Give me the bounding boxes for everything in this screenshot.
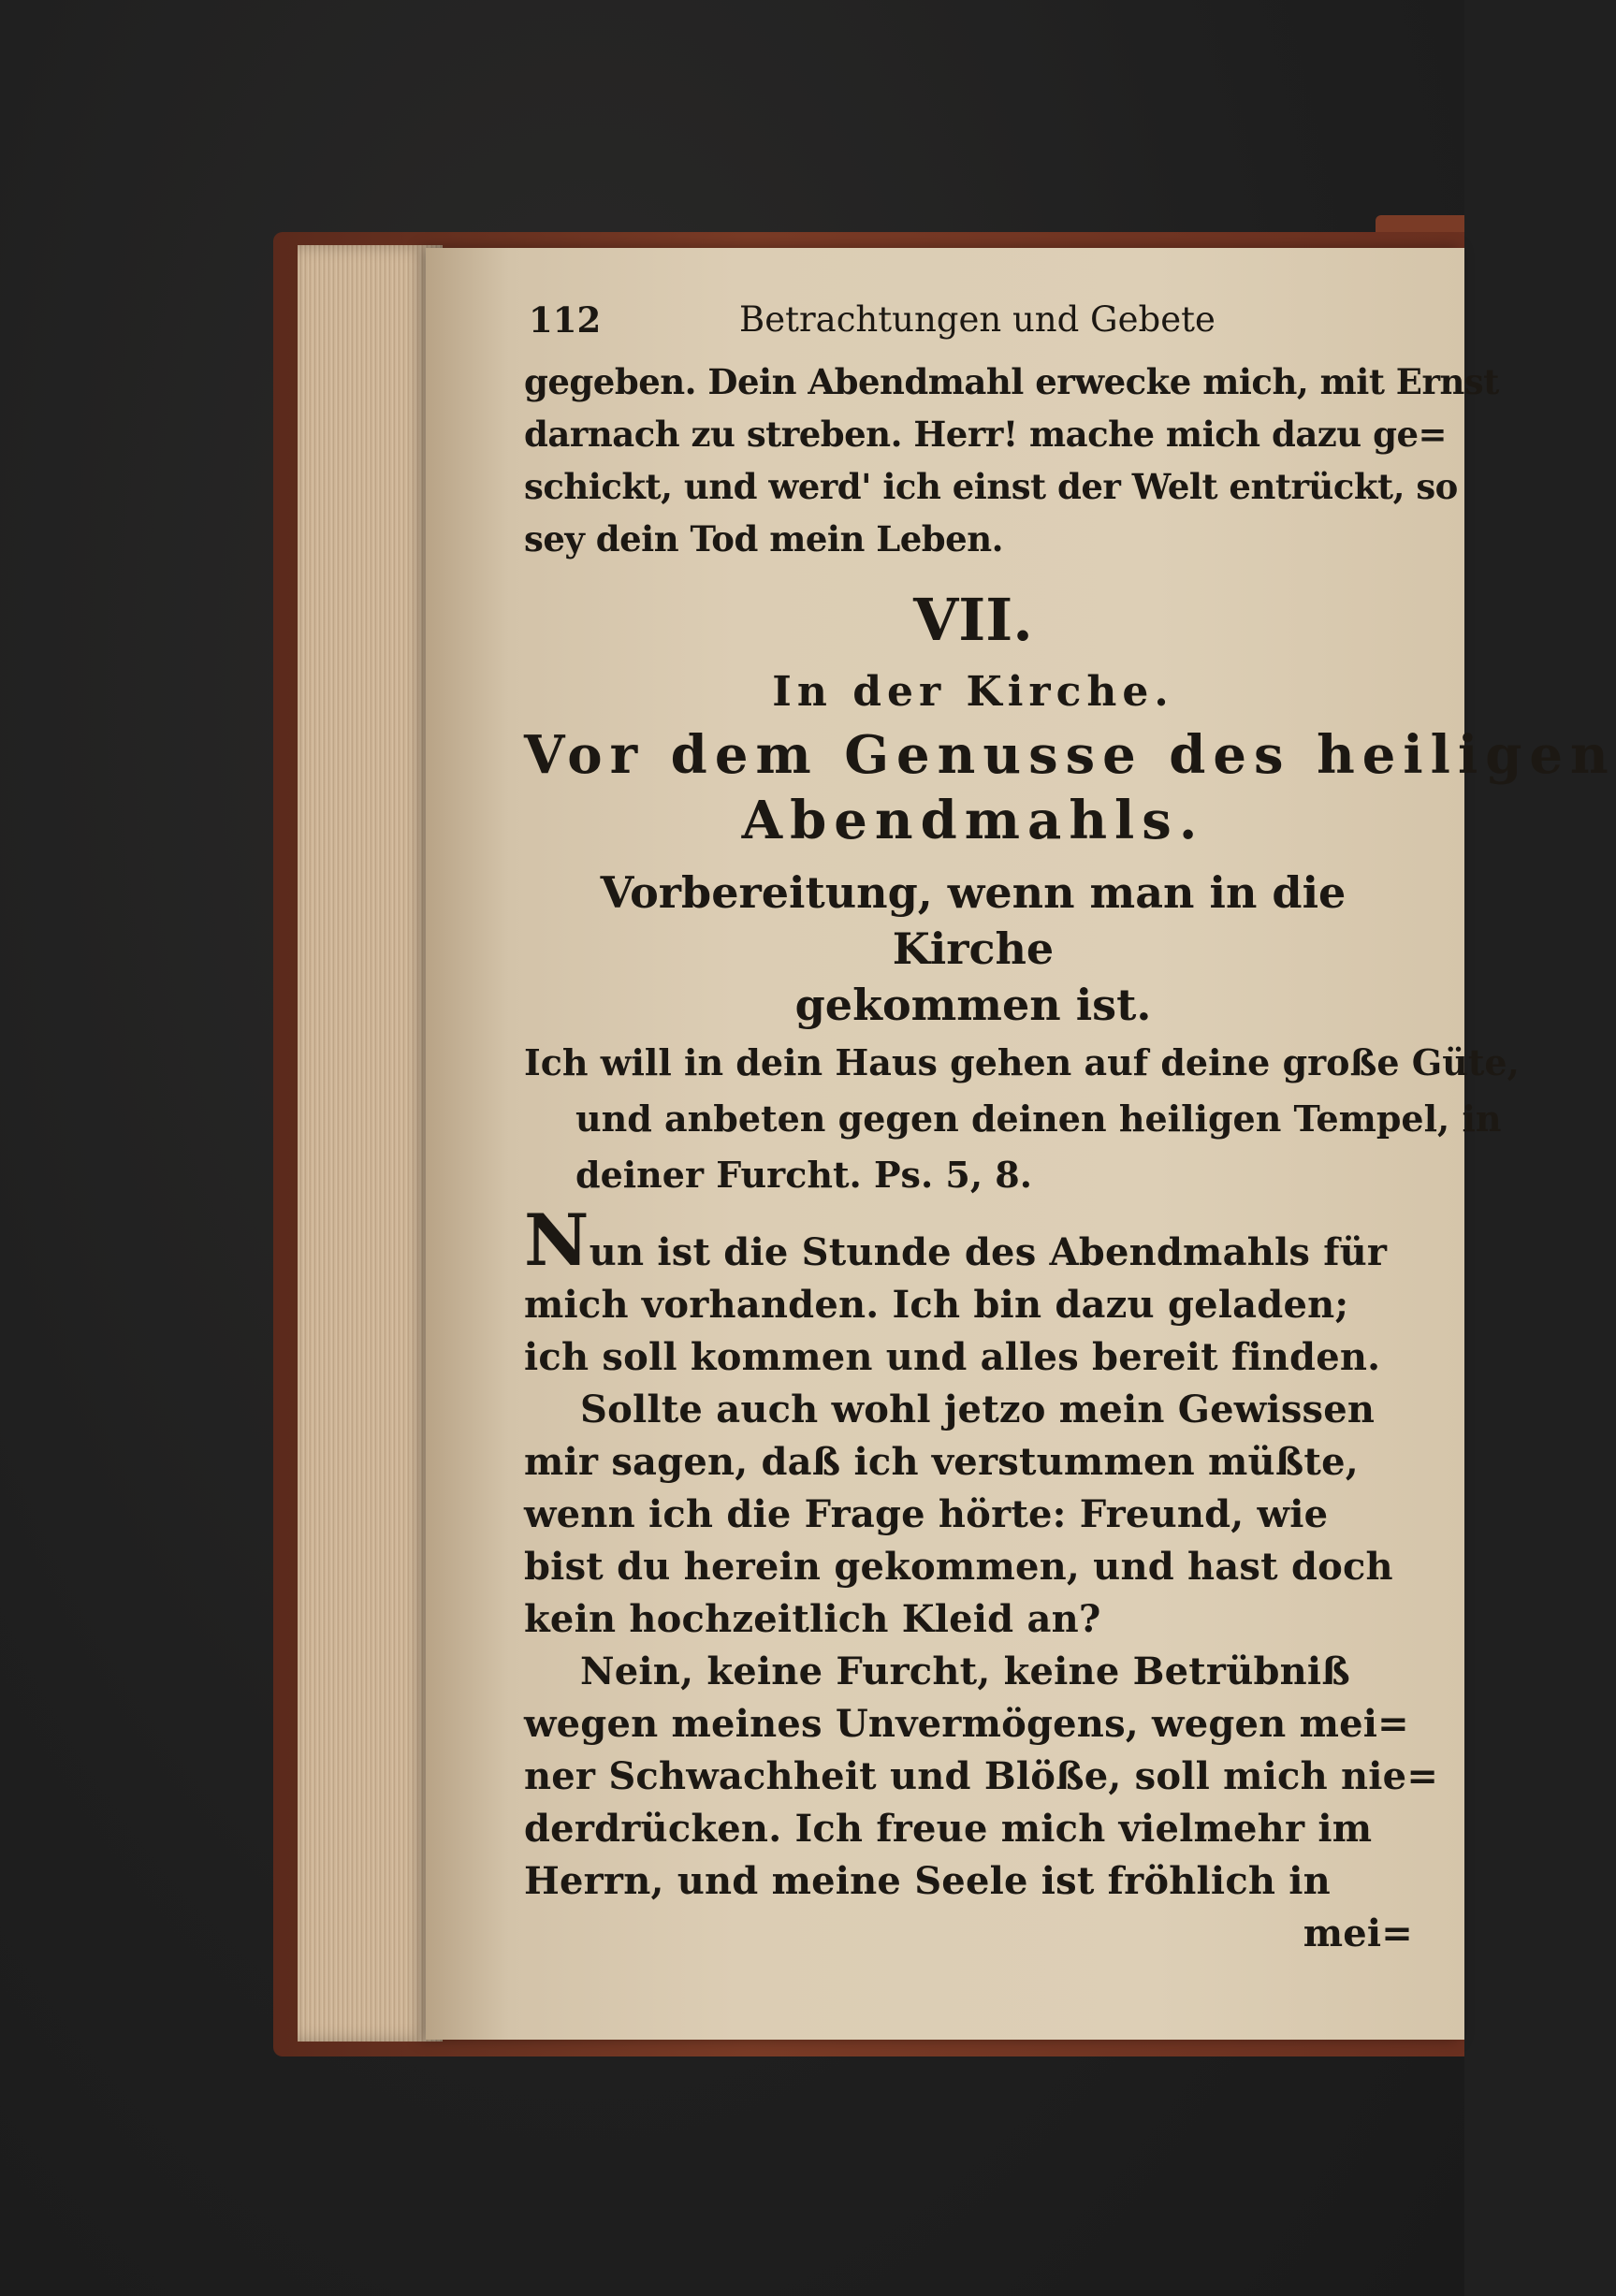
text-line: wenn ich die Frage hörte: Freund, wie xyxy=(524,1492,1329,1536)
drop-cap: N xyxy=(524,1199,590,1282)
text-line: darnach zu streben. Herr! mache mich dazu ge= xyxy=(524,414,1448,455)
text-line: kein hochzeitlich Kleid an? xyxy=(524,1597,1101,1641)
text-line: Nein, keine Furcht, keine Betrübniß xyxy=(580,1649,1350,1693)
page-number: 112 xyxy=(529,299,602,341)
text-line: bist du herein gekommen, und hast doch xyxy=(524,1545,1393,1589)
section-subtitle-line: gekommen ist. xyxy=(794,980,1152,1030)
text-line: ner Schwachheit und Blöße, soll mich nie= xyxy=(524,1754,1439,1798)
page-edges xyxy=(298,245,443,2042)
section-location: In der Kirche. xyxy=(772,668,1174,716)
body-paragraph xyxy=(524,1384,1422,1646)
body-paragraph xyxy=(524,1646,1439,1960)
page-header xyxy=(524,299,1422,356)
section-subtitle-line: Vorbereitung, wenn man in die Kirche xyxy=(600,867,1347,974)
text-line: ich soll kommen und alles bereit finden. xyxy=(524,1335,1381,1379)
text-line: Sollte auch wohl jetzo mein Gewissen xyxy=(580,1388,1376,1431)
text-line-rest: un ist die Stunde des Abendmahls für xyxy=(589,1230,1388,1274)
section-number: VII. xyxy=(913,586,1033,654)
text-line: mir sagen, daß ich verstummen müßte, xyxy=(524,1440,1359,1484)
section-title-line: Abendmahls. xyxy=(741,790,1205,851)
section-title-line: Vor dem Genusse des heiligen xyxy=(524,724,1616,786)
catchword: mei= xyxy=(1303,1911,1413,1955)
text-line xyxy=(524,1199,1422,1282)
running-head: Betrachtungen und Gebete xyxy=(739,299,1216,340)
body-paragraph xyxy=(524,1199,1422,1384)
text-line: gegeben. Dein Abendmahl erwecke mich, mit Ernst xyxy=(524,361,1499,402)
text-line: derdrücken. Ich freue mich vielmehr im xyxy=(524,1807,1373,1851)
motto-verse xyxy=(524,1037,1520,1201)
text-line: mich vorhanden. Ich bin dazu geladen; xyxy=(524,1283,1349,1327)
motto-line: deiner Furcht. Ps. 5, 8. xyxy=(575,1154,1032,1196)
intro-paragraph xyxy=(524,356,1499,565)
text-line: schickt, und werd' ich einst der Welt entrückt, so xyxy=(524,466,1458,507)
motto-line: und anbeten gegen deinen heiligen Tempel, in xyxy=(575,1097,1502,1140)
text-line: sey dein Tod mein Leben. xyxy=(524,518,1003,559)
page-text xyxy=(524,299,1616,1960)
text-line: wegen meines Unvermögens, wegen mei= xyxy=(524,1702,1409,1746)
text-line: Herrn, und meine Seele ist fröhlich in xyxy=(524,1859,1331,1903)
motto-line: Ich will in dein Haus gehen auf deine große Güte, xyxy=(524,1041,1520,1083)
